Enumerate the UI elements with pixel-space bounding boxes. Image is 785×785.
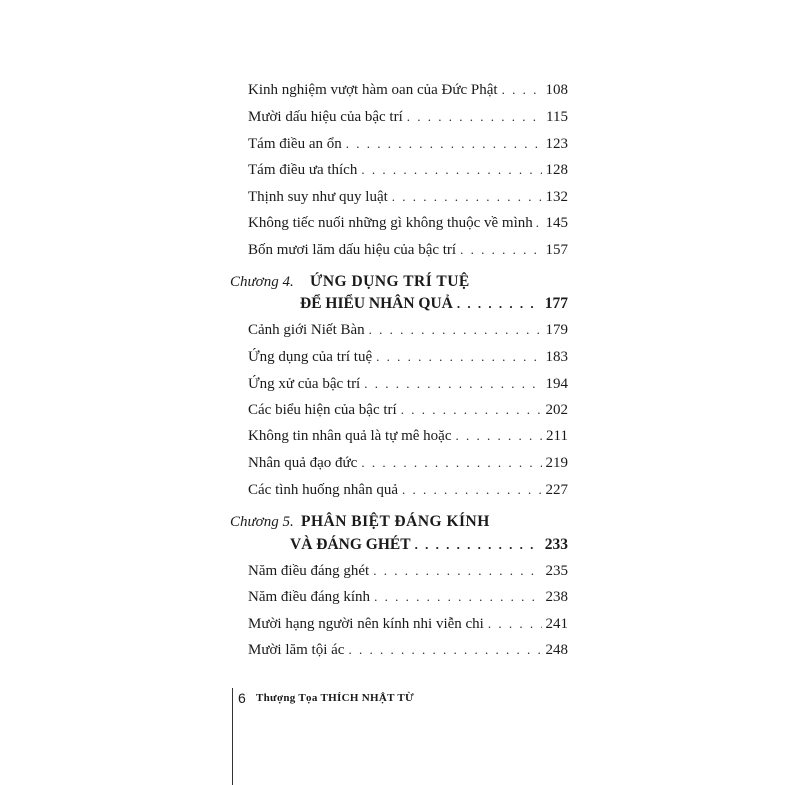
toc-entry-title: Mười dấu hiệu của bậc trí: [248, 109, 403, 125]
toc-entry-page: 183: [545, 349, 568, 365]
toc-entry-title: Tám điều an ổn: [248, 136, 342, 152]
chapter-label: Chương 5.: [230, 514, 294, 530]
toc-entry-title: Không tin nhân quả là tự mê hoặc: [248, 428, 452, 444]
toc-entry: [248, 589, 568, 611]
chapter-title: PHÂN BIỆT ĐÁNG KÍNH: [301, 513, 490, 530]
chapter-title-line: [300, 295, 568, 317]
toc-entry-page: 145: [545, 215, 568, 231]
toc-entry-page: 123: [545, 136, 568, 152]
toc-entry-title: Không tiếc nuối những gì không thuộc về mình: [248, 215, 533, 231]
toc-entry-title: Mười lăm tội ác: [248, 642, 345, 658]
dot-leader: [407, 109, 542, 125]
chapter-title: ĐỂ HIỂU NHÂN QUẢ: [300, 295, 453, 312]
dot-leader: [457, 296, 541, 312]
toc-entry-title: Tám điều ưa thích: [248, 162, 358, 178]
toc-entry-page: 227: [545, 482, 568, 498]
toc-entry: [248, 376, 568, 398]
dot-leader: [488, 616, 542, 632]
dot-leader: [361, 162, 541, 178]
toc-entry: [248, 322, 568, 344]
toc-entry-page: 194: [545, 376, 568, 392]
toc-entry-title: Năm điều đáng kính: [248, 589, 371, 605]
toc-entry-title: Năm điều đáng ghét: [248, 563, 370, 579]
toc-entry-title: Thịnh suy như quy luật: [248, 189, 388, 205]
toc-entry-page: 132: [545, 189, 568, 205]
dot-leader: [502, 82, 542, 98]
toc-entry: [248, 162, 568, 184]
toc-entry-page: 211: [546, 428, 568, 444]
toc-entry: [248, 455, 568, 477]
toc-entry: [248, 642, 568, 664]
dot-leader: [536, 215, 543, 231]
dot-leader: [369, 322, 542, 338]
toc-entry-title: Nhân quả đạo đức: [248, 455, 358, 471]
toc-entry-title: Mười hạng người nên kính nhi viễn chi: [248, 616, 484, 632]
chapter-title: ỨNG DỤNG TRÍ TUỆ: [310, 273, 470, 290]
dot-leader: [392, 189, 542, 205]
toc-entry: [248, 402, 568, 424]
toc-entry: [248, 82, 568, 104]
toc-entry-page: 157: [545, 242, 568, 258]
dot-leader: [373, 563, 541, 579]
toc-entry: [248, 189, 568, 211]
toc-entry: [248, 109, 568, 131]
toc-entry-page: 128: [545, 162, 568, 178]
chapter-title-line: [290, 536, 568, 558]
footer-rule: [232, 688, 233, 785]
dot-leader: [456, 428, 543, 444]
chapter-page: 177: [544, 295, 568, 312]
dot-leader: [460, 242, 541, 258]
dot-leader: [376, 349, 541, 365]
toc-entry-page: 179: [545, 322, 568, 338]
dot-leader: [374, 589, 541, 605]
running-footer-author: Thượng Tọa THÍCH NHẬT TỪ: [256, 692, 415, 704]
dot-leader: [402, 482, 542, 498]
dot-leader: [348, 642, 541, 658]
chapter-label: Chương 4.: [230, 274, 294, 290]
toc-entry: [248, 616, 568, 638]
toc-entry: [248, 349, 568, 371]
toc-entry-page: 219: [545, 455, 568, 471]
toc-entry-page: 248: [545, 642, 568, 658]
toc-entry-title: Cảnh giới Niết Bàn: [248, 322, 365, 338]
toc-entry: [248, 482, 568, 504]
toc-entry-title: Các tình huống nhân quả: [248, 482, 398, 498]
toc-entry: [248, 563, 568, 585]
toc-entry-page: 235: [545, 563, 568, 579]
dot-leader: [364, 376, 541, 392]
dot-leader: [415, 537, 541, 553]
toc-entry: [248, 215, 568, 237]
toc-entry-title: Bốn mươi lăm dấu hiệu của bậc trí: [248, 242, 457, 258]
toc-entry-page: 238: [545, 589, 568, 605]
toc-entry-title: Các biểu hiện của bậc trí: [248, 402, 397, 418]
toc-entry-page: 108: [545, 82, 568, 98]
dot-leader: [401, 402, 542, 418]
page-number: 6: [238, 690, 246, 706]
toc-entry-page: 115: [546, 109, 568, 125]
toc-entry-title: Ứng dụng của trí tuệ: [248, 349, 373, 365]
dot-leader: [361, 455, 541, 471]
toc-entry: [248, 242, 568, 264]
chapter-page: 233: [544, 536, 568, 553]
toc-entry-page: 241: [545, 616, 568, 632]
chapter-title: VÀ ĐÁNG GHÉT: [290, 536, 411, 553]
dot-leader: [346, 136, 542, 152]
toc-entry: [248, 428, 568, 450]
toc-entry-page: 202: [545, 402, 568, 418]
toc-entry-title: Ứng xử của bậc trí: [248, 376, 361, 392]
toc-entry: [248, 136, 568, 158]
toc-entry-title: Kinh nghiệm vượt hàm oan của Đức Phật: [248, 82, 498, 98]
